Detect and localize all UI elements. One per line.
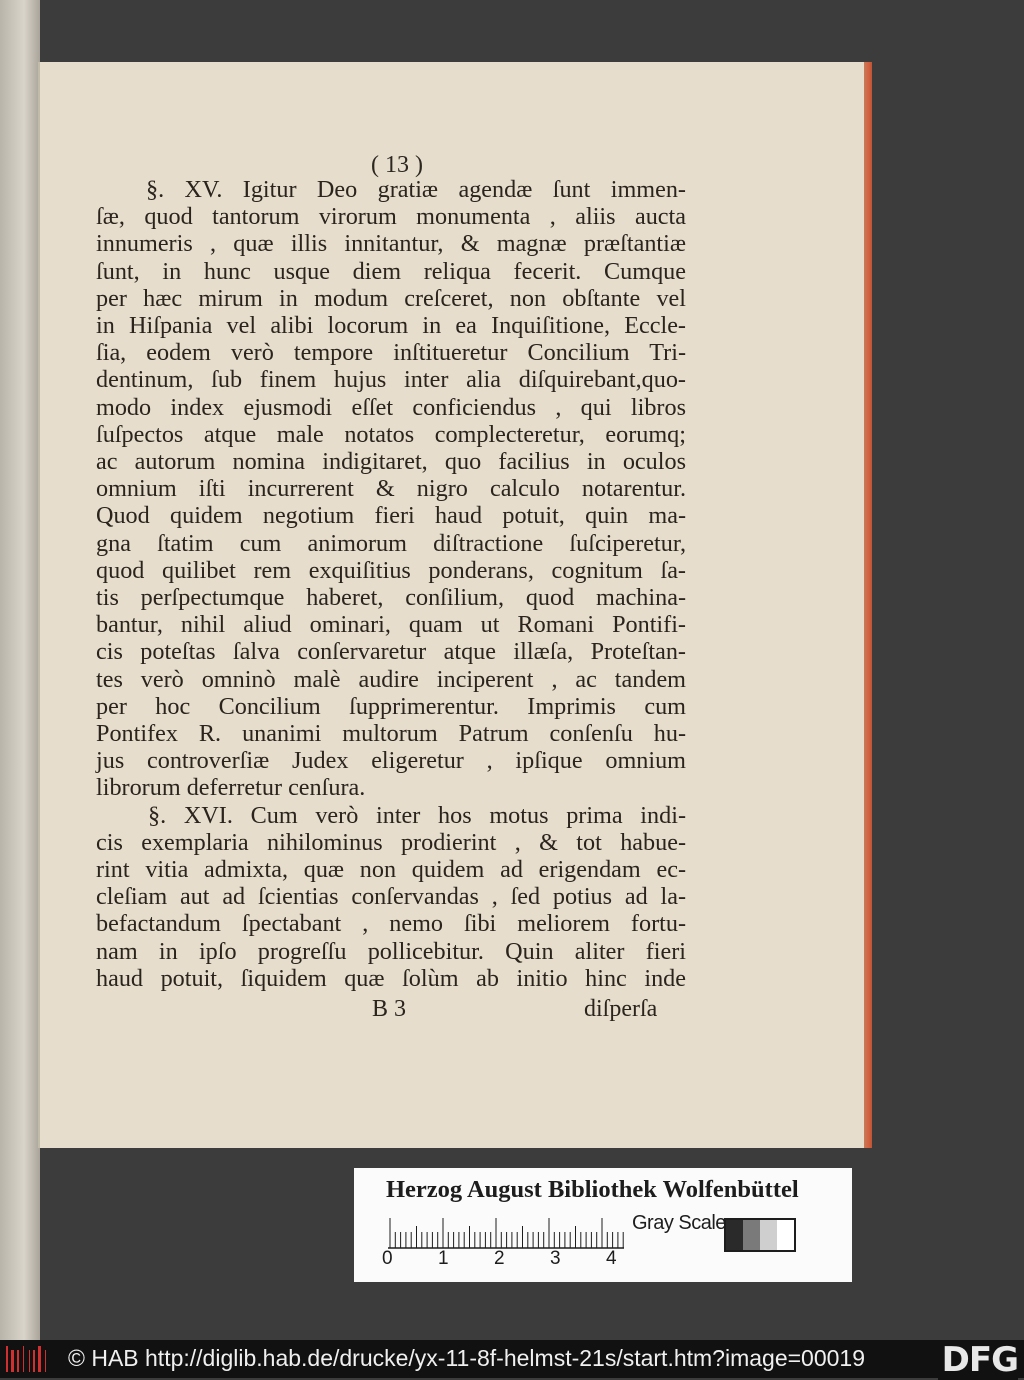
text-line: befactandum ſpectabant , nemo ſibi meliorem fortu- <box>96 910 686 938</box>
signature-mark: B 3 <box>372 996 407 1022</box>
gray-swatch <box>760 1220 777 1250</box>
ruler-scale <box>388 1214 626 1250</box>
text-line: tis perſpectumque haberet, conſilium, quod machina- <box>96 584 686 612</box>
text-line: ſia, eodem verò tempore inſtitueretur Concilium Tri- <box>96 339 686 367</box>
text-line: cis poteſtas ſalva conſervaretur atque illæſa, Proteſtan- <box>96 638 686 666</box>
page-edge <box>864 62 872 1148</box>
ruler-number: 1 <box>438 1248 449 1269</box>
text-line: gna ſtatim cum animorum diſtractione ſuſciperetur, <box>96 529 686 557</box>
footer-url[interactable]: © HAB http://diglib.hab.de/drucke/yx-11-8f-helmst-21s/start.htm?image=00019 <box>68 1345 866 1371</box>
text-line: ac autorum nomina indigitaret, quo facilius in oculos <box>96 448 686 476</box>
text-line: §. XV. Igitur Deo gratiæ agendæ ſunt immen- <box>146 176 686 203</box>
text-line: Pontifex R. unanimi multorum Patrum conſenſu hu- <box>96 720 686 748</box>
text-line: tes verò omninò malè audire inciperent , ac tandem <box>96 665 686 693</box>
text-line: omnium iſti incurrerent & nigro calculo notarentur. <box>96 475 686 503</box>
footer-bar <box>0 1340 1024 1378</box>
text-line: ſæ, quod tantorum virorum monumenta , aliis aucta <box>96 203 686 231</box>
text-line: innumeris , quæ illis innitantur, & magnæ præſtantiæ <box>96 230 686 258</box>
library-name: Herzog August Bibliothek Wolfenbüttel <box>386 1176 799 1203</box>
ruler-number: 4 <box>606 1248 617 1269</box>
gray-swatch <box>777 1220 794 1250</box>
text-line: rint vitia admixta, quæ non quidem ad erigendam ec- <box>96 856 686 884</box>
dfg-logo: DFG <box>938 1340 1018 1380</box>
barcode-icon <box>6 1346 46 1372</box>
catchword: diſperſa <box>584 996 658 1022</box>
text-line: cis exemplaria nihilominus prodierint , & tot habue- <box>96 828 686 856</box>
text-line: ſuſpectos atque male notatos complecteretur, eorumq; <box>96 420 686 448</box>
text-line: modo index ejusmodi eſſet conficiendus , qui libros <box>96 393 686 421</box>
text-line: ſunt, in hunc usque diem reliqua fecerit. Cumque <box>96 257 686 285</box>
text-line: dentinum, ſub finem hujus inter alia diſquirebant,quo- <box>96 366 686 394</box>
gray-swatch <box>743 1220 760 1250</box>
text-line: quod quilibet rem exquiſitius ponderans, cognitum ſa- <box>96 556 686 584</box>
gray-swatch <box>726 1220 743 1250</box>
page-number: ( 13 ) <box>371 152 423 178</box>
text-line: jus controverſiæ Judex eligeretur , ipſique omnium <box>96 747 686 775</box>
text-line: librorum deferretur cenſura. <box>96 774 366 802</box>
gray-scale-swatches <box>724 1218 796 1252</box>
page-text <box>96 176 686 992</box>
gray-scale-label: Gray Scale <box>632 1212 726 1234</box>
text-line: §. XVI. Cum verò inter hos motus prima indi- <box>148 801 686 829</box>
text-line: nam in ipſo progreſſu pollicebitur. Quin aliter fieri <box>96 937 686 965</box>
ruler-number: 2 <box>494 1248 505 1269</box>
reference-card <box>354 1168 852 1282</box>
text-line: in Hiſpania vel alibi locorum in ea Inquiſitione, Eccle- <box>96 312 686 340</box>
text-line: haud potuit, ſiquidem quæ ſolùm ab initio hinc inde <box>96 964 686 992</box>
text-line: per hoc Concilium ſupprimerentur. Imprimis cum <box>96 692 686 720</box>
text-line: Quod quidem negotium fieri haud potuit, quin ma- <box>96 502 686 530</box>
ruler-number: 0 <box>382 1248 393 1269</box>
text-line: bantur, nihil aliud ominari, quam ut Romani Pontifi- <box>96 611 686 639</box>
text-line: cleſiam aut ad ſcientias conſervandas , ſed potius ad la- <box>96 883 686 911</box>
ruler-number: 3 <box>550 1248 561 1269</box>
adjacent-page-strip <box>0 0 40 1340</box>
text-line: per hæc mirum in modum creſceret, non obſtante vel <box>96 284 686 312</box>
ruler-numbers <box>382 1248 652 1278</box>
